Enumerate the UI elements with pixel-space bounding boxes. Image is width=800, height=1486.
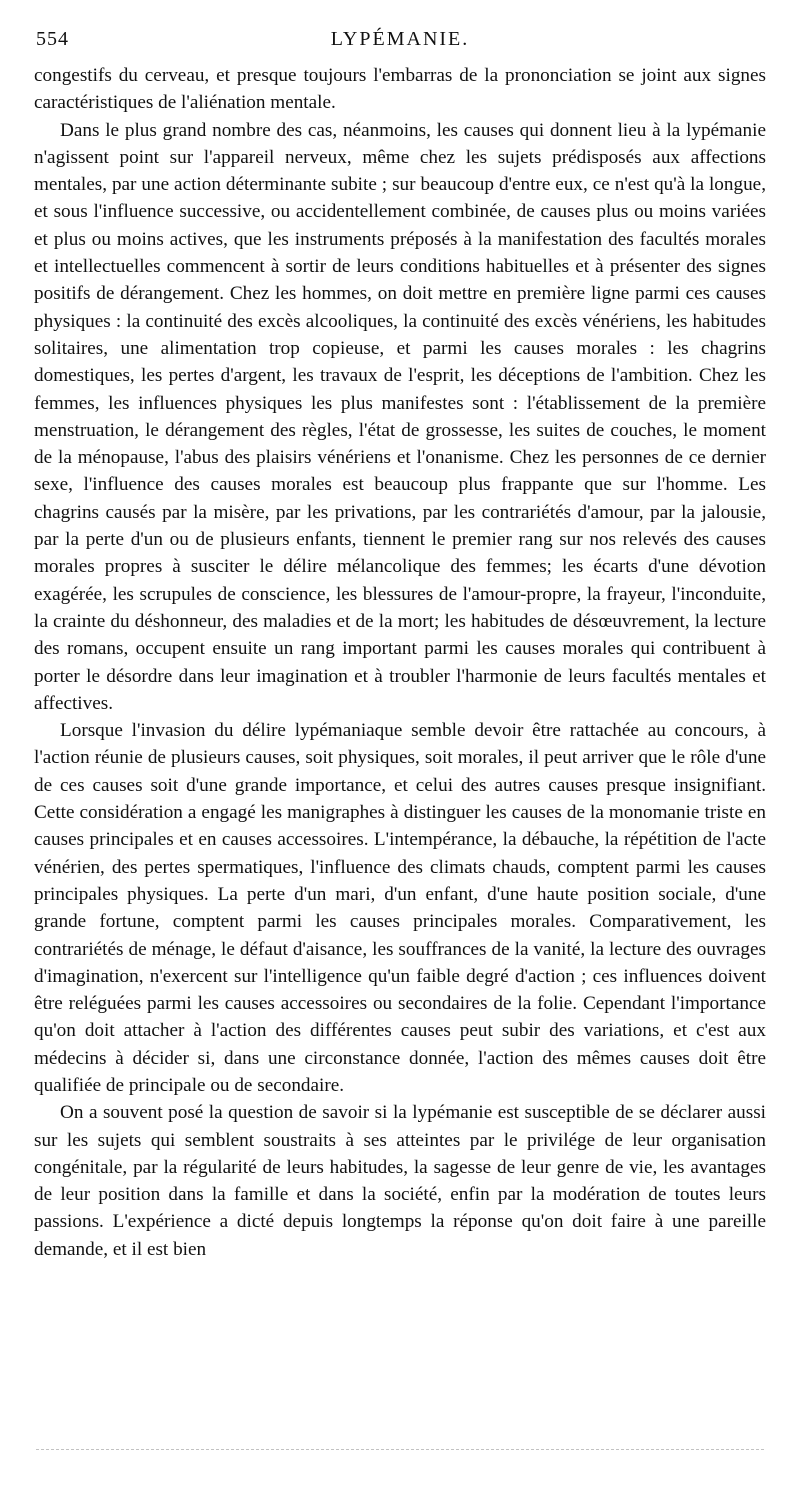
page-number: 554 [36, 28, 69, 50]
running-title: LYPÉMANIE. [330, 28, 470, 50]
page-header [36, 24, 764, 58]
paragraph-principal-causes: Lorsque l'invasion du délire lypémaniaque semble devoir être rattachée au concours, à l'action réunie de plusieurs causes, soit physiques, soit morales, il peut arriver que le rôle d'une de ces causes soit d'une grande importance, et celui des autres causes presque insignifiant. Cette considération a engagé les manigraphes à distinguer les causes de la monomanie triste en causes principales et en causes accessoires. L'intempérance, la débauche, la répétition de l'acte vénérien, des pertes spermatiques, l'influence des climats chauds, comptent parmi les causes principales physiques. La perte d'un mari, d'un enfant, d'une haute position sociale, d'une grande fortune, comptent parmi les causes principales morales. Comparativement, les contrariétés de ménage, le défaut d'aisance, les souffrances de la vanité, la lecture des ouvrages d'imagination, n'exercent sur l'intelligence qu'un faible degré d'action ; ces influences doivent être reléguées parmi les causes accessoires ou secondaires de la folie. Cependant l'importance qu'on doit attacher à l'action des différentes causes peut subir des variations, et c'est aux médecins à décider si, dans une circonstance donnée, l'action des mêmes causes doit être qualifiée de principale ou de secondaire. [34, 720, 766, 1096]
paragraph-causes: Dans le plus grand nombre des cas, néanmoins, les causes qui donnent lieu à la lypémanie n'agissent point sur l'appareil nerveux, même chez les sujets prédisposés aux affections mentales, par une action déterminante subite ; sur beaucoup d'entre eux, ce n'est qu'à la longue, et sous l'influence successive, ou accidentellement combinée, de causes plus ou moins variées et plus ou moins actives, que les instruments préposés à la manifestation des facultés morales et intellectuelles commencent à sortir de leurs conditions habituelles et à présenter des signes positifs de dérangement. Chez les hommes, on doit mettre en première ligne parmi ces causes physiques : la continuité des excès alcooliques, la continuité des excès vénériens, les habitudes solitaires, une alimentation trop copieuse, et parmi les causes morales : les chagrins domestiques, les pertes d'argent, les travaux de l'esprit, les déceptions de l'ambition. Chez les femmes, les influences physiques les plus manifestes sont : l'établissement de la première menstruation, le dérangement des règles, l'état de grossesse, les suites de couches, le moment de la ménopause, l'abus des plaisirs vénériens et l'onanisme. Chez les personnes de ce dernier sexe, l'influence des causes morales est beaucoup plus frappante que sur l'homme. Les chagrins causés par la misère, par les privations, par les contrariétés d'amour, par la jalousie, par la perte d'un ou de plusieurs enfants, tiennent le premier rang sur nos relevés des causes morales propres à susciter le délire mélancolique des femmes; les écarts d'une dévotion exagérée, les scrupules de conscience, les blessures de l'amour-propre, la frayeur, l'inconduite, la crainte du déshonneur, des maladies et de la mort; les habitudes de désœuvrement, la lecture des romans, occupent ensuite un rang important parmi les causes morales qui contribuent à porter le désordre dans leur imagination et à troubler l'harmonie de leurs facultés mentales et affectives. [34, 119, 766, 714]
paragraph-susceptibility: On a souvent posé la question de savoir si la lypémanie est susceptible de se déclarer aussi sur les sujets qui semblent soustraits à ses atteintes par le privilége de leur organisation congénitale, par la régularité de leurs habitudes, la sagesse de leur genre de vie, les avantages de leur position dans la famille et dans la société, enfin par la modération de toutes leurs passions. L'expérience a dicté depuis longtemps la réponse qu'on doit faire à une pareille demande, et il est bien [34, 1102, 766, 1260]
paragraph-continued: congestifs du cerveau, et presque toujours l'embarras de la prononciation se joint aux signes caractéristiques de l'aliénation mentale. [34, 65, 766, 114]
bottom-rule [36, 1449, 764, 1450]
body-text [34, 62, 766, 1263]
